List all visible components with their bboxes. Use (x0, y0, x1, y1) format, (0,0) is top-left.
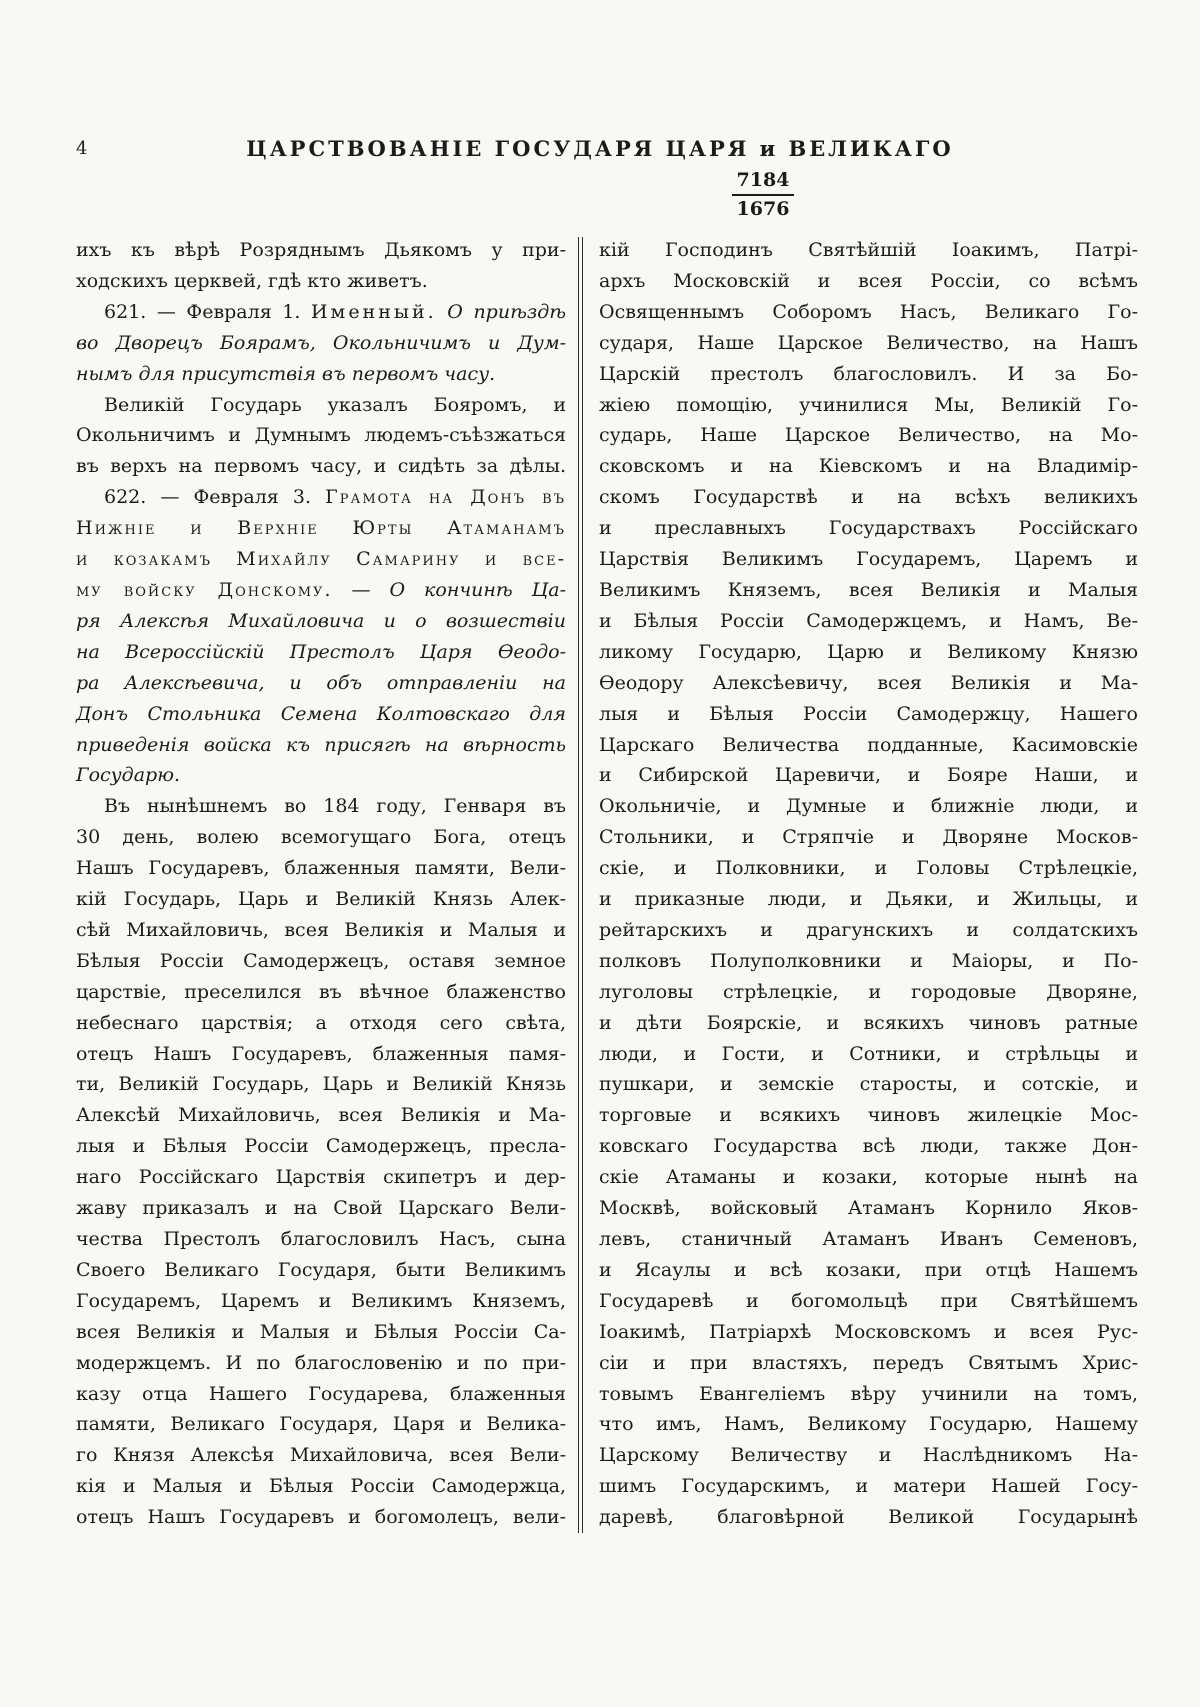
text-line (76, 575, 566, 606)
text-line (599, 297, 1138, 328)
text-run-regular: Государевѣ и богомольцѣ при Святѣйшемъ (599, 1289, 1138, 1312)
text-run-italic: приведенія войска къ присягѣ на вѣрность (76, 733, 566, 756)
text-line (599, 1255, 1138, 1286)
text-run-regular: Своего Великаго Государя, быти Великимъ (76, 1258, 566, 1281)
text-line (76, 884, 566, 915)
text-run-regular: ихъ къ вѣрѣ Розряднымъ Дьякомъ у при- (76, 239, 566, 261)
text-run-regular: модержцемъ. И по благословенію и по при- (76, 1351, 566, 1374)
text-line (76, 637, 566, 668)
text-run-regular: Нашъ Государевъ, блаженныя памяти, Вели- (76, 857, 566, 880)
text-run-regular: Ѳеодору Алексѣевичу, всея Великія и Ма- (599, 671, 1138, 694)
text-run-regular: шимъ Государскимъ, и матери Нашей Госу- (599, 1475, 1138, 1498)
text-run-spaced: Именный. (310, 300, 437, 323)
text-run-regular: Въ нынѣшнемъ во 184 году, Генваря въ (104, 795, 566, 818)
running-title: ЦАРСТВОВАНІЕ ГОСУДАРЯ ЦАРЯ и ВЕЛИКАГО (246, 136, 954, 161)
text-line (599, 1379, 1138, 1410)
text-run-regular: и Сибирской Царевичи, и Бояре Наши, и (599, 764, 1138, 787)
text-run-italic: Государю. (76, 764, 180, 787)
text-run-regular: рейтарскихъ и драгунскихъ и солдатскихъ (599, 918, 1138, 941)
right-column (599, 235, 1138, 1533)
text-run-smallcaps: Нижніе и Верхніе Юрты Атаманамъ (76, 517, 566, 540)
text-line (599, 637, 1138, 668)
text-run-regular: Великимъ Княземъ, всея Великія и Малыя (599, 578, 1138, 601)
text-run-regular: и Ясаулы и всѣ козаки, при отцѣ Нашемъ (599, 1258, 1138, 1281)
text-line (599, 1069, 1138, 1100)
text-run-regular: лыя и Бѣлыя Россіи Самодержецъ, пресла- (76, 1135, 566, 1158)
text-run-regular: наго Россійскаго Царствія скипетръ и дер- (76, 1166, 566, 1189)
text-line (76, 1502, 566, 1533)
text-run-regular: Окольничимъ и Думнымъ людемъ-съѣзжаться (76, 424, 566, 447)
text-run-regular: и Бѣлыя Россіи Самодержцемъ, и Намъ, Ве- (599, 609, 1138, 632)
text-line (76, 1379, 566, 1410)
text-line (76, 544, 566, 575)
text-run-regular: всея Великія и Малыя и Бѣлыя Россіи Са- (76, 1320, 566, 1343)
text-line (599, 575, 1138, 606)
text-run-regular: сіи и при властяхъ, передъ Святымъ Хрис- (599, 1351, 1138, 1374)
text-run-regular: даревѣ, благовѣрной Великой Государынѣ (599, 1506, 1138, 1529)
text-run-italic: на Всероссійскій Престолъ Царя Ѳеодо- (76, 640, 566, 663)
text-run-smallcaps: му войску Донскому. (76, 578, 333, 601)
text-run-regular: Царскому Величеству и Наслѣдникомъ На- (599, 1444, 1138, 1467)
text-run-regular: Бѣлыя Россіи Самодержецъ, оставя земное (76, 949, 566, 972)
text-run-regular: сударь, Наше Царское Величество, на Мо- (599, 424, 1138, 447)
text-run-italic: О приѣздѣ (447, 300, 567, 323)
text-line (76, 730, 566, 761)
text-line (599, 1193, 1138, 1224)
text-run-regular: люди, и Гости, и Сотники, и стрѣльцы и (599, 1042, 1138, 1065)
text-run-regular: 30 день, волею всемогущаго Бога, отецъ (76, 826, 566, 849)
text-line (599, 390, 1138, 421)
text-run-regular: Освященнымъ Соборомъ Насъ, Великаго Го- (599, 300, 1138, 323)
year-anno-domini: 1676 (736, 198, 790, 220)
text-line (599, 822, 1138, 853)
year-fraction (732, 169, 795, 221)
text-line (76, 668, 566, 699)
text-run-regular: отецъ Нашъ Государевъ и богомолецъ, вели- (76, 1506, 566, 1529)
text-run-regular: товымъ Евангеліемъ вѣру учинили на томъ, (599, 1382, 1138, 1405)
text-run-regular: ковскаго Государства всѣ люди, также Дон- (599, 1135, 1138, 1158)
text-line (76, 1224, 566, 1255)
text-run-regular: ходскихъ церквей, гдѣ кто живетъ. (76, 269, 428, 292)
text-run-regular: Царскій престолъ благословилъ. И за Бо- (599, 362, 1138, 385)
text-run-smallcaps: Грамота на Донъ въ (325, 486, 566, 509)
text-line (599, 760, 1138, 791)
text-run-regular: — (332, 578, 390, 601)
text-line (599, 1502, 1138, 1533)
text-run-regular: полковъ Полуполковники и Маіоры, и По- (599, 949, 1138, 972)
left-column (76, 235, 566, 1533)
page-header (0, 0, 1200, 221)
text-run-regular: Великій Государь указалъ Бояромъ, и (104, 393, 566, 416)
text-run-italic: ря Алексѣя Михайловича и о возшествіи (76, 609, 566, 632)
text-line (599, 606, 1138, 637)
text-run-regular: жаву приказалъ и на Свой Царскаго Вели- (76, 1197, 566, 1220)
text-line (599, 544, 1138, 575)
text-run-regular: скіе Атаманы и козаки, которые нынѣ на (599, 1166, 1138, 1189)
text-line (599, 420, 1138, 451)
text-run-regular: Царскаго Величества подданные, Касимовскіе (599, 733, 1138, 756)
text-run-regular: и дѣти Боярскіе, и всякихъ чиновъ ратные (599, 1011, 1138, 1034)
text-run-regular: левъ, станичный Атаманъ Иванъ Семеновъ, (599, 1228, 1138, 1250)
text-line (76, 266, 566, 297)
text-line (76, 1286, 566, 1317)
text-line (599, 451, 1138, 482)
text-line (76, 760, 566, 791)
text-run-regular (437, 301, 448, 323)
text-line (76, 328, 566, 359)
text-run-italic: во Дворецъ Боярамъ, Окольничимъ и Дум- (76, 331, 566, 354)
text-run-regular: ликому Государю, Царю и Великому Князю (599, 640, 1138, 663)
text-line (599, 1317, 1138, 1348)
text-line (76, 1255, 566, 1286)
text-line (599, 1440, 1138, 1471)
text-run-regular: кій Господинъ Святѣйшій Іоакимъ, Патрі- (599, 239, 1138, 261)
text-line (599, 328, 1138, 359)
text-line (76, 1348, 566, 1379)
text-run-italic: нымъ для присутствія въ первомъ часу. (76, 362, 496, 385)
text-run-regular: 622. — Февраля 3. (104, 486, 326, 509)
text-run-regular: и приказные люди, и Дьяки, и Жильцы, и (599, 888, 1138, 911)
text-line (76, 1162, 566, 1193)
text-line (599, 791, 1138, 822)
text-line (76, 297, 566, 328)
text-run-regular: Государемъ, Царемъ и Великимъ Княземъ, (76, 1289, 566, 1312)
text-line (599, 668, 1138, 699)
column-divider-rule (578, 237, 583, 1533)
text-line (76, 235, 566, 266)
text-run-regular: сударя, Наше Царское Величество, на Нашъ (599, 331, 1138, 354)
text-run-regular: кій Государь, Царь и Великій Князь Алек- (76, 888, 566, 911)
text-line (76, 946, 566, 977)
text-line (76, 1069, 566, 1100)
page-number: 4 (76, 138, 88, 159)
text-line (76, 513, 566, 544)
text-run-regular: торговые и всякихъ чиновъ жилецкіе Мос- (599, 1104, 1138, 1127)
text-run-regular: Царствія Великимъ Государемъ, Царемъ и (599, 548, 1138, 571)
text-run-regular: сковскомъ и на Кіевскомъ и на Владимір- (599, 455, 1138, 478)
text-line (599, 853, 1138, 884)
text-line (599, 699, 1138, 730)
text-line (599, 915, 1138, 946)
text-line (76, 482, 566, 513)
text-run-regular: казу отца Нашего Государева, блаженныя (76, 1382, 566, 1405)
text-line (599, 1348, 1138, 1379)
text-run-regular: луголовы стрѣлецкіе, и городовые Дворяне, (599, 980, 1138, 1003)
text-line (76, 390, 566, 421)
text-line (76, 1039, 566, 1070)
text-line (76, 1409, 566, 1440)
text-line (599, 1039, 1138, 1070)
text-line (599, 977, 1138, 1008)
text-run-regular: архъ Московскій и всея Россіи, со всѣмъ (599, 269, 1138, 292)
text-run-regular: памяти, Великаго Государя, Царя и Велика- (76, 1413, 566, 1436)
text-line (599, 1471, 1138, 1502)
text-run-regular: сѣй Михайловичь, всея Великія и Малыя и (76, 918, 566, 941)
text-line (599, 946, 1138, 977)
text-line (76, 1008, 566, 1039)
text-run-regular: лыя и Бѣлыя Россіи Самодержцу, Нашего (599, 702, 1138, 725)
text-run-regular: пушкари, и земскіе старосты, и сотскіе, и (599, 1073, 1138, 1096)
text-line (76, 791, 566, 822)
text-line (599, 482, 1138, 513)
text-run-regular: го Князя Алексѣя Михайловича, всея Вели- (76, 1444, 566, 1467)
text-run-regular: Алексѣй Михайловичь, всея Великія и Ма- (76, 1104, 566, 1127)
text-line (599, 1008, 1138, 1039)
text-columns (0, 235, 1200, 1533)
text-run-regular: 621. — Февраля 1. (104, 300, 311, 323)
text-run-regular: отецъ Нашъ Государевъ, блаженныя памя- (76, 1042, 566, 1065)
year-anno-mundi: 7184 (732, 169, 795, 196)
text-line (76, 1131, 566, 1162)
text-run-regular: скомъ Государствѣ и на всѣхъ великихъ (599, 486, 1138, 509)
text-line (599, 730, 1138, 761)
text-line (76, 1440, 566, 1471)
text-line (599, 1100, 1138, 1131)
text-run-regular: Стольники, и Стряпчіе и Дворяне Москов- (599, 826, 1138, 849)
text-run-regular: въ верхъ на первомъ часу, и сидѣть за дѣлы. (76, 455, 566, 478)
text-run-regular: Окольничіе, и Думные и ближніе люди, и (599, 795, 1138, 818)
text-line (599, 884, 1138, 915)
text-run-italic: ра Алексѣевича, и объ отправленіи на (76, 671, 566, 694)
text-run-regular: чества Престолъ благословилъ Насъ, сына (76, 1228, 566, 1250)
text-line (76, 420, 566, 451)
text-line (599, 1224, 1138, 1255)
text-line (599, 235, 1138, 266)
text-line (599, 266, 1138, 297)
text-run-regular: и преславныхъ Государствахъ Россійскаго (599, 517, 1138, 540)
text-line (76, 606, 566, 637)
text-run-regular: кія и Малыя и Бѣлыя Россіи Самодержца, (76, 1475, 566, 1498)
text-run-regular: жіею помощію, учинилися Мы, Великій Го- (599, 393, 1138, 416)
text-line (599, 1131, 1138, 1162)
text-run-italic: О кончинѣ Ца- (389, 578, 566, 601)
text-line (76, 915, 566, 946)
text-run-italic: Донъ Стольника Семена Колтовскаго для (76, 702, 566, 725)
text-run-regular: Іоакимѣ, Патріархѣ Московскомъ и всея Рус- (599, 1320, 1138, 1343)
year-fraction-wrap (163, 169, 1200, 221)
text-line (599, 1409, 1138, 1440)
text-run-regular: царствіе, преселился въ вѣчное блаженство (76, 980, 566, 1003)
text-line (76, 1317, 566, 1348)
text-run-regular: небеснаго царствія; а отходя сего свѣта, (76, 1011, 566, 1034)
text-line (76, 853, 566, 884)
text-line (76, 977, 566, 1008)
text-line (76, 822, 566, 853)
text-run-smallcaps: и козакамъ Михайлу Самарину и все- (76, 548, 566, 571)
text-line (599, 1162, 1138, 1193)
text-line (76, 1193, 566, 1224)
text-line (599, 1286, 1138, 1317)
text-line (76, 1471, 566, 1502)
text-run-regular: что имъ, Намъ, Великому Государю, Нашему (599, 1413, 1138, 1436)
text-run-regular: скіе, и Полковники, и Головы Стрѣлецкіе, (599, 857, 1138, 880)
text-line (599, 513, 1138, 544)
text-line (76, 359, 566, 390)
text-line (599, 359, 1138, 390)
text-run-regular: Москвѣ, войсковый Атаманъ Корнило Яков- (599, 1197, 1138, 1220)
text-line (76, 451, 566, 482)
text-run-regular: ти, Великій Государь, Царь и Великій Князь (76, 1073, 566, 1096)
text-line (76, 699, 566, 730)
text-line (76, 1100, 566, 1131)
